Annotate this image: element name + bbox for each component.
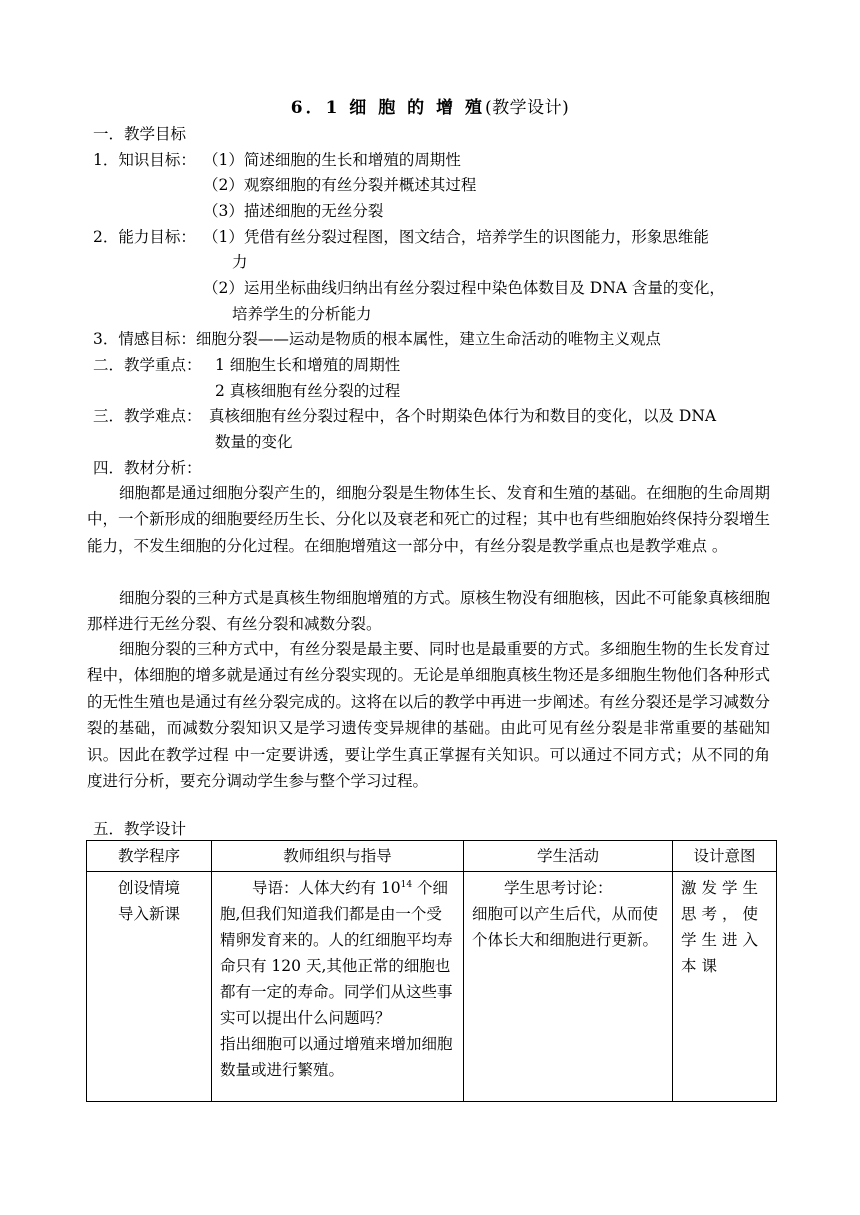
teacher-text: 个细胞,但我们知道我们都是由一个受精卵发育来的。人的红细胞平均寿命只有 120 天,其他正常的细胞也都有一定的寿命。同学们从这些事实可以提出什么问题吗？ bbox=[220, 879, 453, 1027]
key-point-item: 1 细胞生长和增殖的周期性 bbox=[215, 356, 401, 374]
table-header: 教师组织与指导 bbox=[212, 841, 464, 872]
difficulty-line: 数量的变化 bbox=[215, 433, 293, 451]
intent-cell: 激发学生思考，使学生进入本课 bbox=[673, 872, 777, 1102]
teacher-guidance bbox=[220, 875, 455, 1031]
program-cell bbox=[87, 872, 212, 1102]
table-header: 设计意图 bbox=[673, 841, 777, 872]
table-header-row bbox=[87, 841, 777, 872]
section-5-heading: 五．教学设计 bbox=[93, 820, 187, 838]
difficulty-line: 真核细胞有丝分裂过程中，各个时期染色体行为和数目的变化，以及 DNA bbox=[209, 407, 717, 425]
knowledge-goal-item: （2）观察细胞的有丝分裂并概述其过程 bbox=[203, 176, 477, 194]
design-table bbox=[86, 840, 777, 1102]
ability-goal-label: 2．能力目标： bbox=[93, 228, 196, 246]
section-2-heading: 二．教学重点： bbox=[93, 356, 202, 374]
knowledge-goal-item: （1）简述细胞的生长和增殖的周期性 bbox=[203, 151, 461, 169]
section-1-heading: 一．教学目标 bbox=[93, 125, 187, 143]
section-3-heading: 三．教学难点： bbox=[93, 407, 202, 425]
key-point-item: 2 真核细胞有丝分裂的过程 bbox=[215, 382, 401, 400]
title-suffix: (教学设计) bbox=[484, 98, 570, 118]
page-title bbox=[0, 95, 860, 121]
analysis-paragraph: 细胞都是通过细胞分裂产生的，细胞分裂是生物体生长、发育和生殖的基础。在细胞的生命周期中，一个新形成的细胞要经历生长、分化以及衰老和死亡的过程；其中也有些细胞始终保持分裂增生能力，不发生细胞的分化过程。在细胞增殖这一部分中，有丝分裂是教学重点也是教学难点 。 bbox=[87, 484, 771, 555]
knowledge-goal-item: （3）描述细胞的无丝分裂 bbox=[203, 202, 384, 220]
table-header: 学生活动 bbox=[464, 841, 673, 872]
table-row bbox=[87, 872, 777, 1102]
analysis-paragraph: 细胞分裂的三种方式中，有丝分裂是最主要、同时也是最重要的方式。多细胞生物的生长发育过程中，体细胞的增多就是通过有丝分裂实现的。无论是单细胞真核生物还是多细胞生物他们各种形式的无性生殖也是通过有丝分裂完成的。这将在以后的教学中再进一步阐述。有丝分裂还是学习减数分裂的基础，而减数分裂知识又是学习遗传变异规律的基础。由此可见有丝分裂是非常重要的基础知识。因此在教学过程 中一定要讲透，要让学生真正掌握有关知识。可以通过不同方式；从不同的角度进行分析，要充分调动学生参与整个学习过程。 bbox=[87, 640, 771, 791]
student-text: 细胞可以产生后代，从而使个体长大和细胞进行更新。 bbox=[472, 905, 659, 949]
emotion-goal: 3．情感目标：细胞分裂——运动是物质的根本属性，建立生命活动的唯物主义观点 bbox=[93, 330, 661, 348]
ability-goal-item-cont: 培养学生的分析能力 bbox=[232, 305, 372, 323]
exponent: 14 bbox=[400, 879, 413, 890]
ability-goal-item: （2）运用坐标曲线归纳出有丝分裂过程中染色体数目及 DNA 含量的变化， bbox=[203, 279, 725, 297]
student-heading: 学生思考讨论： bbox=[504, 879, 613, 897]
knowledge-goal-label: 1．知识目标： bbox=[93, 151, 196, 169]
teacher-extra: 指出细胞可以通过增殖来增加细胞数量或进行繁殖。 bbox=[220, 1035, 453, 1079]
program-line: 创设情境 bbox=[117, 879, 180, 897]
section-4-heading: 四．教材分析： bbox=[93, 459, 202, 477]
analysis-paragraph: 细胞分裂的三种方式是真核生物细胞增殖的方式。原核生物没有细胞核，因此不可能象真核细胞那样进行无丝分裂、有丝分裂和减数分裂。 bbox=[87, 589, 771, 634]
table-header: 教学程序 bbox=[87, 841, 212, 872]
ability-goal-item: （1）凭借有丝分裂过程图，图文结合，培养学生的识图能力，形象思维能 bbox=[203, 228, 709, 246]
teacher-text: 导语：人体大约有 10 bbox=[252, 879, 401, 897]
student-cell bbox=[464, 872, 673, 1102]
program-line: 导入新课 bbox=[117, 905, 180, 923]
title-main: 6．1 细 胞 的 增 殖 bbox=[290, 98, 485, 118]
ability-goal-item-cont: 力 bbox=[232, 253, 248, 271]
teacher-cell bbox=[212, 872, 464, 1102]
